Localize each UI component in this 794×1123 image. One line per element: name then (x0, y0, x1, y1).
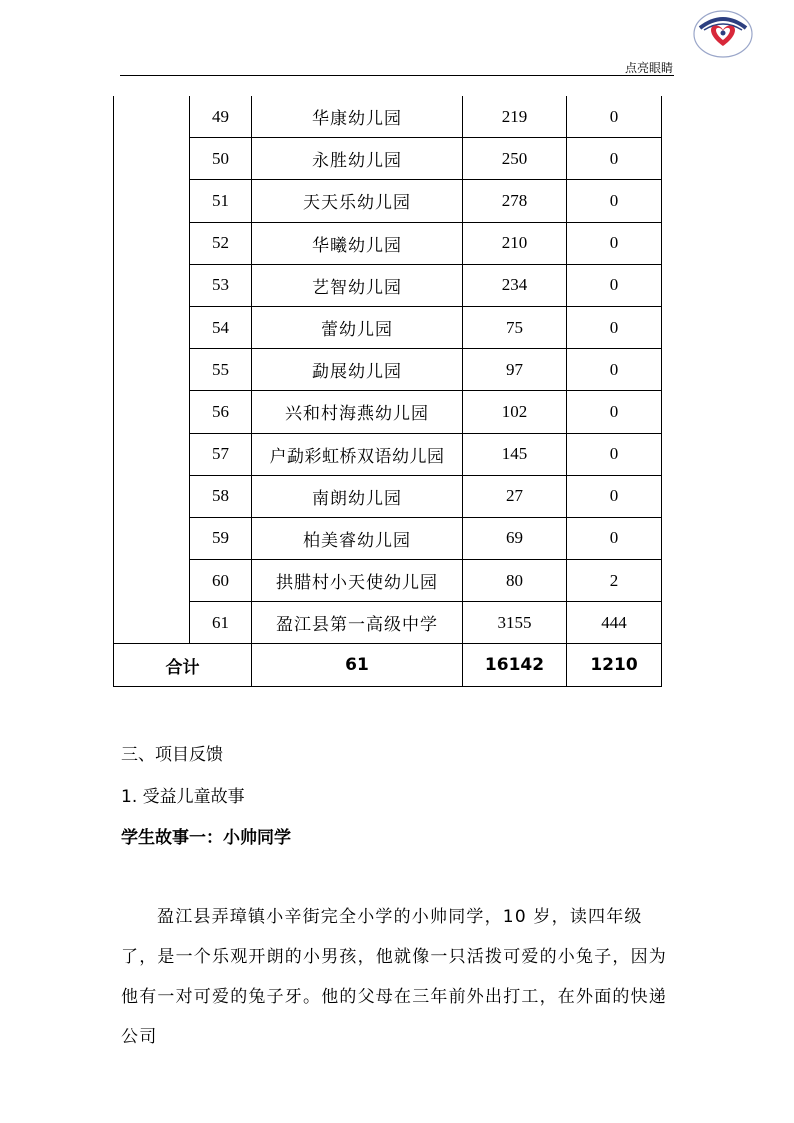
result-count: 0 (567, 349, 662, 391)
total-schools: 61 (252, 644, 463, 687)
screened-count: 3155 (463, 602, 567, 644)
table-row (114, 222, 662, 264)
screened-count: 27 (463, 475, 567, 517)
story-title: 学生故事一：小帅同学 (121, 828, 291, 848)
row-number: 56 (190, 391, 252, 433)
result-count: 0 (567, 222, 662, 264)
row-number: 60 (190, 560, 252, 602)
school-name: 南朗幼儿园 (252, 475, 463, 517)
school-name: 永胜幼儿园 (252, 138, 463, 180)
school-name: 拱腊村小天使幼儿园 (252, 560, 463, 602)
total-label: 合计 (114, 644, 252, 687)
table-row (114, 517, 662, 559)
table-row (114, 391, 662, 433)
school-name: 艺智幼儿园 (252, 264, 463, 306)
table-row (114, 602, 662, 644)
table-row (114, 560, 662, 602)
school-name: 天天乐幼儿园 (252, 180, 463, 222)
row-number: 54 (190, 306, 252, 348)
row-number: 58 (190, 475, 252, 517)
school-name: 柏美睿幼儿园 (252, 517, 463, 559)
school-name: 勐展幼儿园 (252, 349, 463, 391)
school-name: 兴和村海燕幼儿园 (252, 391, 463, 433)
row-number: 53 (190, 264, 252, 306)
total-row (114, 644, 662, 687)
row-number: 61 (190, 602, 252, 644)
result-count: 2 (567, 560, 662, 602)
screened-count: 250 (463, 138, 567, 180)
subsection-heading: 1. 受益儿童故事 (121, 787, 245, 807)
row-number: 52 (190, 222, 252, 264)
result-count: 0 (567, 138, 662, 180)
school-name: 华曦幼儿园 (252, 222, 463, 264)
table-row (114, 306, 662, 348)
school-name: 盈江县第一高级中学 (252, 602, 463, 644)
screened-count: 278 (463, 180, 567, 222)
table-row (114, 475, 662, 517)
result-count: 0 (567, 96, 662, 138)
result-count: 0 (567, 264, 662, 306)
school-name: 户勐彩虹桥双语幼儿园 (252, 433, 463, 475)
result-count: 0 (567, 517, 662, 559)
total-value: 1210 (567, 644, 662, 687)
result-count: 444 (567, 602, 662, 644)
table-row (114, 180, 662, 222)
screened-count: 219 (463, 96, 567, 138)
table-row (114, 349, 662, 391)
row-number: 55 (190, 349, 252, 391)
merged-category-cell (114, 96, 190, 644)
result-count: 0 (567, 306, 662, 348)
section-heading: 三、项目反馈 (121, 745, 223, 765)
table-row (114, 433, 662, 475)
header-title: 点亮眼睛 (624, 61, 673, 75)
organization-logo (692, 8, 754, 60)
table-row (114, 264, 662, 306)
result-count: 0 (567, 180, 662, 222)
screened-count: 234 (463, 264, 567, 306)
screened-count: 75 (463, 306, 567, 348)
row-number: 59 (190, 517, 252, 559)
screened-count: 69 (463, 517, 567, 559)
school-name: 华康幼儿园 (252, 96, 463, 138)
row-number: 49 (190, 96, 252, 138)
screened-count: 102 (463, 391, 567, 433)
result-count: 0 (567, 433, 662, 475)
row-number: 50 (190, 138, 252, 180)
result-count: 0 (567, 475, 662, 517)
result-count: 0 (567, 391, 662, 433)
school-name: 蕾幼儿园 (252, 306, 463, 348)
table-row (114, 138, 662, 180)
kindergarten-table (113, 96, 662, 687)
row-number: 51 (190, 180, 252, 222)
screened-count: 145 (463, 433, 567, 475)
story-paragraph: 盈江县弄璋镇小辛街完全小学的小帅同学，10 岁，读四年级了，是一个乐观开朗的小男孩，他就像一只活拨可爱的小兔子，因为他有一对可爱的兔子牙。他的父母在三年前外出打工，在外面的快递公司 (121, 907, 667, 1047)
row-number: 57 (190, 433, 252, 475)
table-row (114, 96, 662, 138)
total-count: 16142 (463, 644, 567, 687)
screened-count: 210 (463, 222, 567, 264)
screened-count: 97 (463, 349, 567, 391)
screened-count: 80 (463, 560, 567, 602)
header-divider (120, 75, 674, 76)
